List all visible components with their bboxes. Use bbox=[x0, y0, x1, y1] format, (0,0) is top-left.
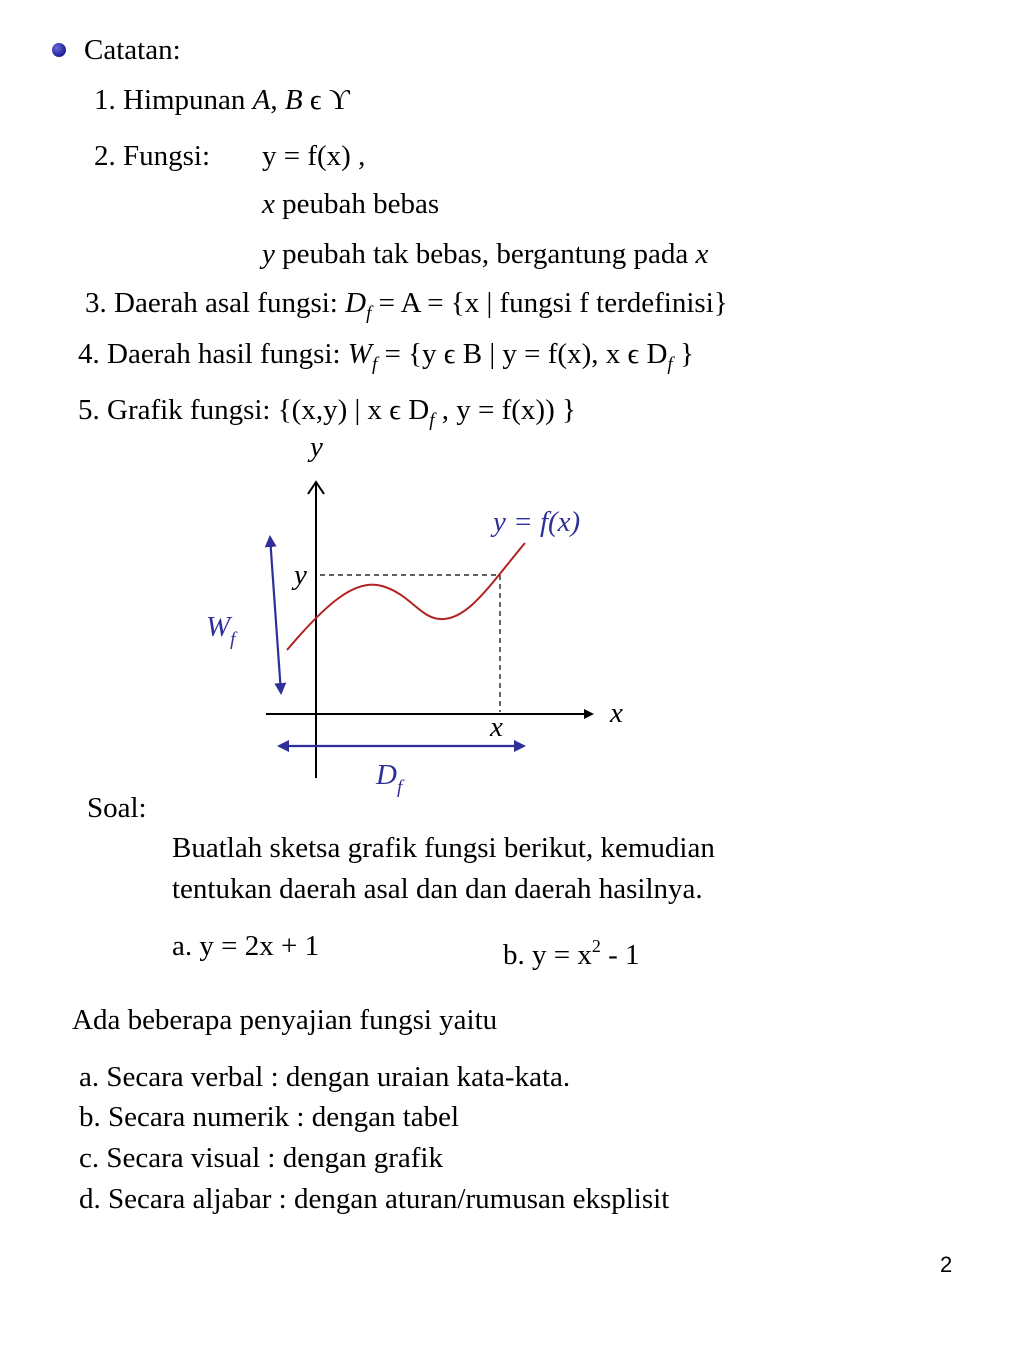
page-number: 2 bbox=[940, 1252, 953, 1277]
range-arrow bbox=[270, 537, 281, 693]
function-curve bbox=[287, 543, 525, 650]
note-item-4: 4. Daerah hasil fungsi: $W_f = \{y$ ϵ B | y = f(x), x ϵ $D_f$ } bbox=[78, 338, 694, 375]
note-item-2-y-desc: y peubah tak bebas, bergantung pada x bbox=[262, 238, 709, 270]
curve-label: y = f(x) bbox=[493, 506, 581, 538]
x-point-label: x bbox=[490, 711, 503, 743]
y-axis-label: y bbox=[310, 431, 323, 463]
soal-item-b: b. $y = x^2 - 1$ bbox=[503, 936, 640, 971]
penyajian-item-d: d. Secara aljabar : dengan aturan/rumusan eksplisit bbox=[79, 1183, 670, 1215]
note-item-2-x-desc: x peubah bebas bbox=[262, 188, 440, 220]
soal-line-2: tentukan daerah asal dan dan daerah hasilnya. bbox=[172, 873, 703, 905]
soal-item-a: a. y = 2x + 1 bbox=[172, 930, 320, 962]
note-item-5: 5. Grafik fungsi: {(x,y) | x ϵ $D_f$ , y = f(x)) } bbox=[78, 394, 576, 431]
soal-line-1: Buatlah sketsa grafik fungsi berikut, kemudian bbox=[172, 832, 715, 864]
notes-heading: Catatan: bbox=[84, 34, 181, 66]
penyajian-item-b: b. Secara numerik : dengan tabel bbox=[79, 1101, 460, 1133]
note-item-3: 3. Daerah asal fungsi: $D_f = A = \{x$ | fungsi f terdefinisi} bbox=[85, 287, 728, 324]
x-axis-label: x bbox=[610, 697, 623, 729]
soal-heading: Soal: bbox=[87, 792, 147, 824]
y-point-label: y bbox=[294, 559, 307, 591]
domain-label: Df bbox=[376, 759, 403, 798]
note-item-2-label: 2. Fungsi: bbox=[94, 140, 211, 172]
penyajian-intro: Ada beberapa penyajian fungsi yaitu bbox=[72, 1004, 498, 1036]
note-item-1: 1. Himpunan A, B ϵ ϒ bbox=[94, 84, 350, 116]
note-item-2-formula: y = f(x) , bbox=[262, 140, 366, 172]
range-label: Wf bbox=[206, 611, 236, 650]
penyajian-item-c: c. Secara visual : dengan grafik bbox=[79, 1142, 443, 1174]
penyajian-item-a: a. Secara verbal : dengan uraian kata-kata. bbox=[79, 1061, 571, 1093]
